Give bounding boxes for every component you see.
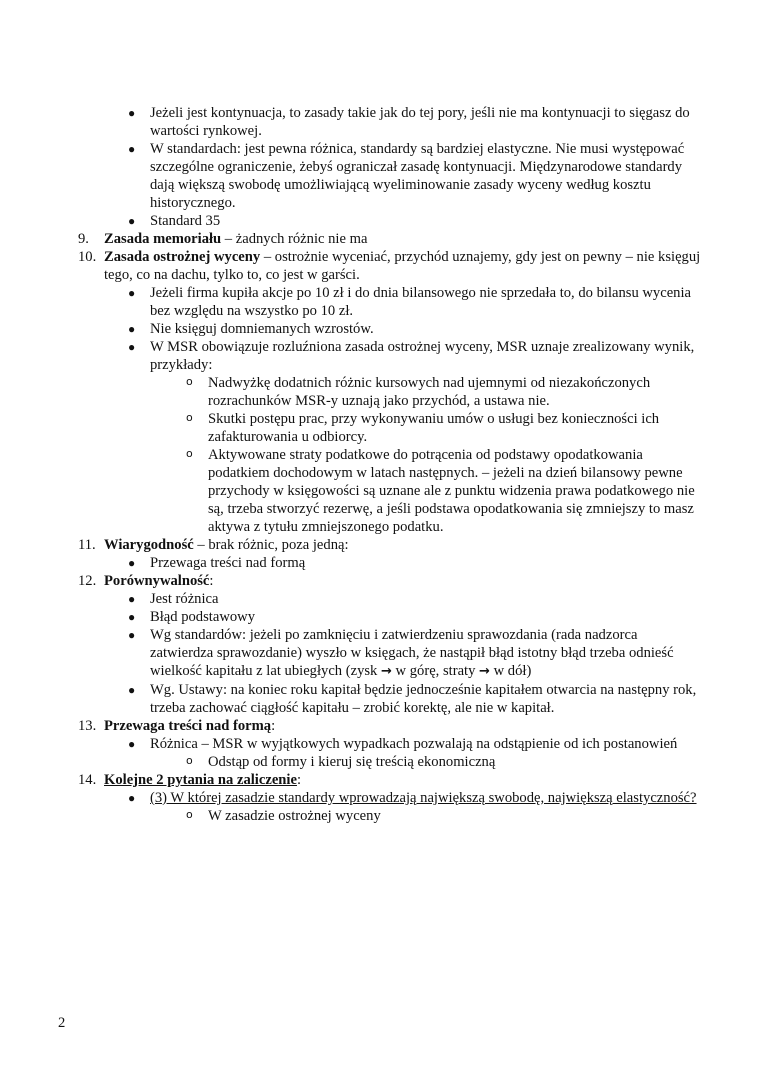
page-number: 2 (58, 1015, 66, 1031)
sub-list-item: o Odstąp od formy i kieruj się treścią ekonomiczną (186, 754, 496, 770)
list-item: ● (3) W której zasadzie standardy wprowadzają największą swobodę, największą elastyczność? (128, 790, 697, 806)
bullet-icon: ● (128, 683, 136, 697)
circle-bullet-icon: o (186, 447, 193, 460)
sub-list-item: o W zasadzie ostrożnej wyceny (186, 808, 381, 824)
list-item: ● Wg standardów: jeżeli po zamknięciu i zatwierdzeniu sprawozdania (rada nadzorca zatwierdza sprawozdanie) wyszło w księgach, że nastąpił błąd istotny błąd trzeba odnieść wielkość kapitału z lat ubiegłych (zysk → w górę, straty → w dół) (128, 627, 674, 679)
bullet-icon: ● (128, 214, 136, 228)
bullet-icon: ● (128, 106, 136, 120)
bullet-icon: ● (128, 791, 136, 805)
sub-list-item: o Nadwyżkę dodatnich różnic kursowych nad ujemnymi od niezakończonych rozrachunków MSR-y uznają jako przychód, a ustawa nie. (186, 375, 651, 409)
page-content (78, 104, 703, 825)
sub-list-item: o Skutki postępu prac, przy wykonywaniu umów o usługi bez konieczności ich zafakturowania u odbiorcy. (186, 411, 660, 445)
bullet-icon: ● (128, 286, 136, 300)
bullet-icon: ● (128, 737, 136, 751)
bullet-icon: ● (128, 142, 136, 156)
list-item: ● Jeżeli jest kontynuacja, to zasady takie jak do tej pory, jeśli nie ma kontynuacji to sięgasz do wartości rynkowej. (128, 105, 690, 139)
bullet-icon: ● (128, 628, 136, 642)
list-item: ● Jeżeli firma kupiła akcje po 10 zł i do dnia bilansowego nie sprzedała to, do bilansu wycenia bez względu na wszystko po 10 zł. (128, 285, 692, 319)
numbered-item-14: 14. Kolejne 2 pytania na zaliczenie: (78, 772, 302, 788)
numbered-item-13: 13. Przewaga treści nad formą: (78, 718, 276, 734)
list-item: ● Różnica – MSR w wyjątkowych wypadkach pozwalają na odstąpienie od ich postanowień (128, 736, 678, 752)
circle-bullet-icon: o (186, 375, 193, 388)
bullet-icon: ● (128, 610, 136, 624)
circle-bullet-icon: o (186, 754, 193, 767)
numbered-item-12: 12. Porównywalność: (78, 573, 214, 589)
bullet-icon: ● (128, 322, 136, 336)
list-item: ● Wg. Ustawy: na koniec roku kapitał będzie jednocześnie kapitałem otwarcia na następny rok, trzeba zachować ciągłość kapitału – zrobić korektę, ale nie w kapitał. (128, 682, 697, 716)
circle-bullet-icon: o (186, 411, 193, 424)
list-item: ● W MSR obowiązuje rozluźniona zasada ostrożnej wyceny, MSR uznaje zrealizowany wynik, przykłady: (128, 339, 695, 373)
arrow-right-icon: → (479, 664, 490, 679)
list-item: ● Nie księguj domniemanych wzrostów. (128, 321, 374, 337)
list-item: ● Standard 35 (128, 213, 221, 229)
list-item: ● W standardach: jest pewna różnica, standardy są bardziej elastyczne. Nie musi występować szczególne ograniczenie, żebyś ograniczał zasadę kontynuacji. Międzynarodowe standardy dają większą swobodę umożliwiającą wyeliminowanie zasady wyceny według kosztu historycznego. (128, 141, 685, 211)
list-item: ● Błąd podstawowy (128, 609, 255, 625)
numbered-item-11: 11. Wiarygodność – brak różnic, poza jedną: (78, 537, 349, 553)
numbered-item-10: 10. Zasada ostrożnej wyceny – ostrożnie wyceniać, przychód uznajemy, gdy jest on pewny – nie księguj tego, co na dachu, tylko to, co jest w garści. (78, 249, 701, 283)
arrow-right-icon: → (381, 664, 392, 679)
circle-bullet-icon: o (186, 808, 193, 821)
bullet-icon: ● (128, 592, 136, 606)
list-item: ● Jest różnica (128, 591, 219, 607)
bullet-icon: ● (128, 340, 136, 354)
bullet-icon: ● (128, 556, 136, 570)
list-item: ● Przewaga treści nad formą (128, 555, 306, 571)
numbered-item-9: 9. Zasada memoriału – żadnych różnic nie ma (78, 231, 368, 247)
sub-list-item: o Aktywowane straty podatkowe do potrącenia od podstawy opodatkowania podatkiem dochodowym w latach następnych. – jeżeli na dzień bilansowy pewne przychody w księgowości są uznane ale z punktu widzenia prawa podatkowego nie są, trzeba stworzyć rezerwę, a jeśli podstawa opodatkowania się zmniejszy to masz aktywa z tytułu zmniejszonego podatku. (186, 447, 695, 535)
